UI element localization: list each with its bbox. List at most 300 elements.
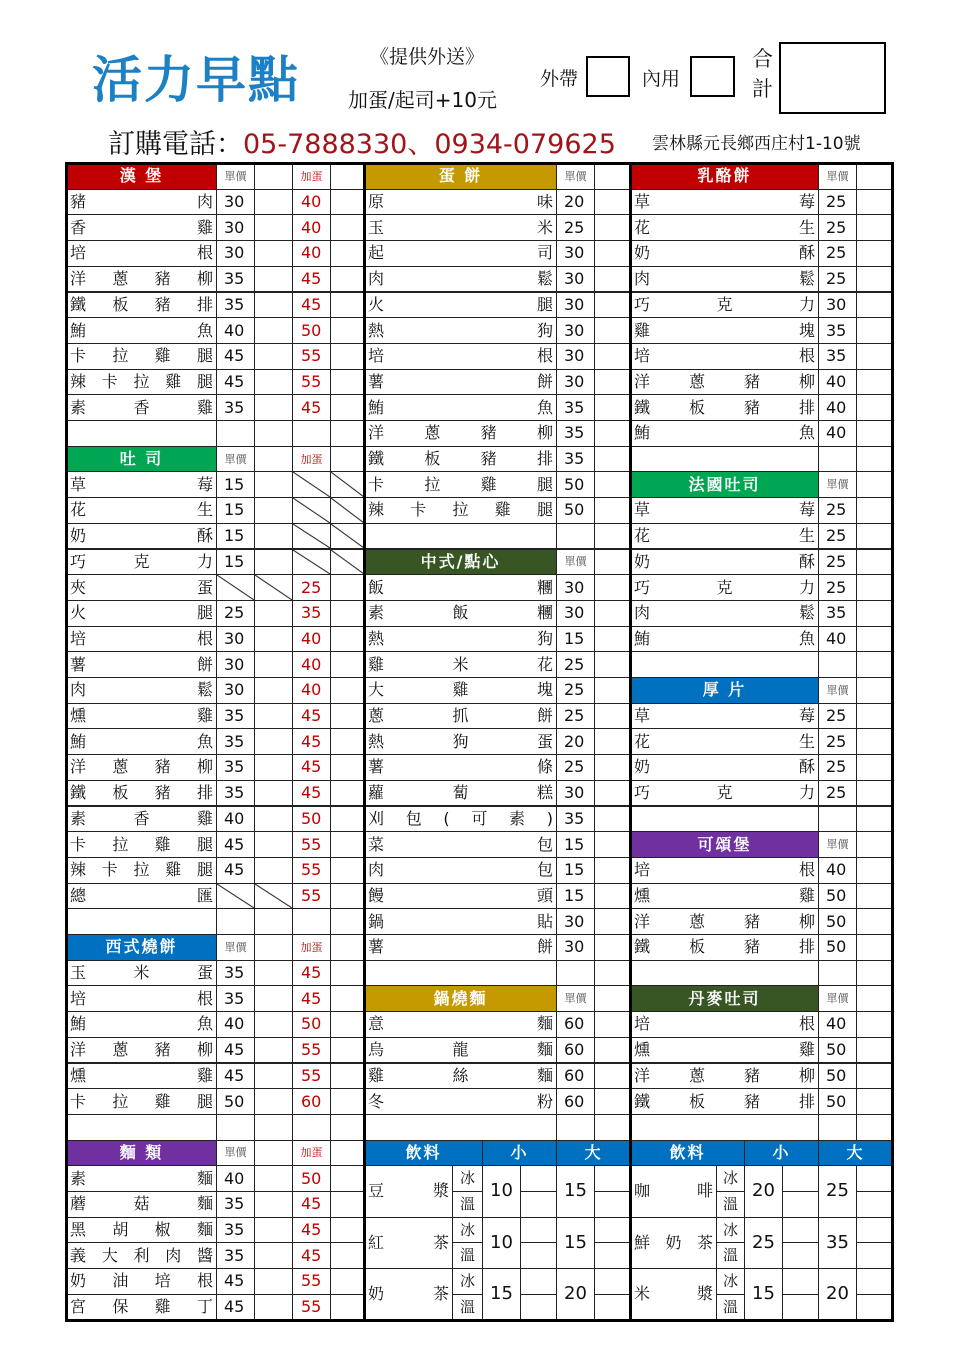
egg-qty-cell[interactable] [330,780,365,807]
blank-cell[interactable] [330,1114,365,1141]
qty-cell[interactable] [254,394,293,421]
egg-qty-cell[interactable] [330,1294,365,1321]
warm-option[interactable] [452,1191,483,1218]
qty-cell[interactable] [594,214,631,241]
blank-cell[interactable] [66,420,217,447]
large-warm-qty[interactable] [856,1242,893,1269]
blank-cell[interactable] [856,1114,893,1141]
blank-cell[interactable] [818,960,857,987]
qty-cell[interactable] [856,1088,893,1115]
qty-cell[interactable] [594,163,631,190]
blank-cell[interactable] [856,960,893,987]
blank-cell[interactable] [594,1114,631,1141]
qty-cell[interactable] [254,1011,293,1038]
large-ice-qty[interactable] [856,1165,893,1192]
menu-item-price [216,471,255,498]
qty-cell[interactable] [856,703,893,730]
menu-item-egg-price [292,1165,331,1192]
large-warm-qty[interactable] [594,1191,631,1218]
qty-cell[interactable] [254,600,293,627]
blank-cell[interactable] [818,1114,857,1141]
qty-cell[interactable] [594,394,631,421]
menu-item-price [818,317,857,344]
egg-qty-cell[interactable] [330,1165,365,1192]
blank-cell[interactable] [856,651,893,678]
blank-cell[interactable] [856,446,893,473]
blank-cell[interactable] [254,446,293,473]
egg-qty-cell[interactable] [330,1191,365,1218]
qty-cell[interactable] [856,1037,893,1064]
qty-cell[interactable] [594,600,631,627]
menu-item-price [556,317,595,344]
qty-cell[interactable] [594,754,631,781]
qty-cell[interactable] [254,1165,293,1192]
qty-cell[interactable] [594,369,631,396]
large-warm-qty[interactable] [594,1242,631,1269]
egg-qty-cell[interactable] [330,1242,365,1269]
menu-item-name-text: 蘿蔔糕 [368,783,553,803]
qty-cell[interactable] [594,240,631,267]
small-warm-qty[interactable] [520,1191,557,1218]
blank-cell[interactable] [254,163,293,190]
small-warm-qty[interactable] [782,1294,819,1321]
qty-cell[interactable] [254,780,293,807]
large-warm-qty[interactable] [856,1191,893,1218]
drink-large-price [556,1217,595,1269]
qty-cell[interactable] [856,677,893,704]
qty-cell[interactable] [856,497,893,524]
egg-qty-cell[interactable] [330,985,365,1012]
egg-qty-cell[interactable] [330,883,365,910]
large-ice-qty[interactable] [594,1217,631,1244]
blank-cell[interactable] [818,651,857,678]
large-ice-qty[interactable] [594,1268,631,1295]
qty-cell[interactable] [254,1268,293,1295]
qty-cell[interactable] [254,369,293,396]
menu-item-price [818,266,857,293]
menu-item-price-text: 35 [224,731,245,751]
qty-cell[interactable] [856,523,893,550]
qty-cell[interactable] [856,317,893,344]
qty-cell[interactable] [856,754,893,781]
qty-cell[interactable] [594,806,631,833]
egg-qty-cell[interactable] [330,600,365,627]
menu-item-price-text: 40 [224,808,245,828]
menu-item-name-text: 夾蛋 [70,577,213,597]
warm-option[interactable] [452,1294,483,1321]
qty-cell[interactable] [594,497,631,524]
egg-qty-cell[interactable] [330,343,365,370]
blank-cell[interactable] [556,1114,595,1141]
menu-item-name-text: 薯餅 [368,937,553,957]
drink-name-text: 米漿 [634,1284,713,1304]
menu-item-price [556,1088,595,1115]
menu-item-price [818,497,857,524]
blank-cell[interactable] [254,908,293,935]
egg-qty-cell[interactable] [330,728,365,755]
menu-item-name-text: 燻雞 [70,1065,213,1085]
menu-item-name-text: 培根 [634,346,815,366]
small-ice-qty[interactable] [520,1165,557,1192]
qty-cell[interactable] [856,369,893,396]
qty-cell[interactable] [594,292,631,319]
qty-cell[interactable] [254,857,293,884]
menu-item-egg-price-text: 45 [301,294,322,314]
qty-cell[interactable] [856,420,893,447]
egg-qty-cell[interactable] [330,703,365,730]
egg-qty-cell[interactable] [330,677,365,704]
small-warm-qty[interactable] [782,1191,819,1218]
blank-cell[interactable] [292,1114,331,1141]
qty-cell[interactable] [594,420,631,447]
qty-cell[interactable] [254,317,293,344]
menu-item-price [216,806,255,833]
qty-cell[interactable] [254,831,293,858]
egg-qty-cell[interactable] [330,831,365,858]
menu-item-price-text: 25 [826,783,847,803]
menu-item-egg-price [292,317,331,344]
menu-item-name [364,1088,557,1115]
section-header-text: 丹麥吐司 [688,988,761,1008]
warm-option[interactable] [716,1191,745,1218]
price-label [556,985,595,1012]
menu-item-price-text: 25 [564,217,585,237]
large-warm-qty[interactable] [594,1294,631,1321]
menu-item-name [630,1088,819,1115]
large-header-text: 大 [846,1142,865,1162]
blank-cell[interactable] [330,908,365,935]
menu-item-egg-price-text: 40 [301,243,322,263]
price-label [216,934,255,961]
egg-qty-cell[interactable] [330,574,365,601]
small-ice-qty[interactable] [520,1268,557,1295]
qty-cell[interactable] [856,471,893,498]
qty-cell[interactable] [856,883,893,910]
blank-cell[interactable] [364,1114,557,1141]
qty-cell[interactable] [856,934,893,961]
qty-cell[interactable] [594,934,631,961]
menu-item-name [364,189,557,216]
blank-cell[interactable] [292,908,331,935]
qty-cell[interactable] [594,266,631,293]
qty-cell[interactable] [594,1011,631,1038]
qty-cell[interactable] [254,343,293,370]
qty-cell[interactable] [254,1037,293,1064]
menu-item-name [364,292,557,319]
price-label-text: 單價 [564,555,587,569]
qty-cell[interactable] [594,343,631,370]
small-warm-qty[interactable] [520,1294,557,1321]
qty-cell[interactable] [856,549,893,576]
blank-cell[interactable] [66,908,217,935]
large-ice-qty[interactable] [594,1165,631,1192]
blank-cell[interactable] [292,420,331,447]
small-ice-qty[interactable] [782,1217,819,1244]
qty-cell[interactable] [254,189,293,216]
blank-cell[interactable] [818,446,857,473]
qty-cell[interactable] [254,1217,293,1244]
qty-cell[interactable] [856,857,893,884]
menu-item-name [66,651,217,678]
takeout-checkbox[interactable] [586,56,630,97]
qty-cell[interactable] [254,549,293,576]
qty-cell[interactable] [254,677,293,704]
warm-option-text: 溫 [722,1194,738,1213]
total-field[interactable] [779,42,886,114]
qty-cell[interactable] [254,626,293,653]
blank-cell[interactable] [330,446,365,473]
blank-cell[interactable] [330,1140,365,1167]
menu-item-price [216,703,255,730]
qty-cell[interactable] [856,240,893,267]
menu-item-price [216,369,255,396]
large-ice-qty[interactable] [856,1268,893,1295]
egg-qty-cell[interactable] [330,1088,365,1115]
ice-option[interactable] [452,1268,483,1295]
menu-item-egg-price-text: 55 [301,1271,322,1291]
drink-name-text: 豆漿 [368,1181,449,1201]
menu-item-price [216,754,255,781]
qty-cell[interactable] [254,1294,293,1321]
blank-cell[interactable] [254,420,293,447]
blank-cell[interactable] [216,420,255,447]
blank-cell[interactable] [254,1140,293,1167]
menu-item-name [66,1268,217,1295]
qty-cell[interactable] [856,574,893,601]
menu-item-name-text: 草莓 [634,706,815,726]
menu-item-price [216,1217,255,1244]
blank-cell[interactable] [556,523,595,550]
egg-qty-cell[interactable] [330,754,365,781]
qty-cell[interactable] [254,985,293,1012]
blank-cell[interactable] [594,960,631,987]
menu-item-name-text: 鍋貼 [368,911,553,931]
blank-cell[interactable] [330,420,365,447]
large-warm-qty[interactable] [856,1294,893,1321]
ice-option[interactable] [452,1165,483,1192]
qty-cell[interactable] [254,806,293,833]
qty-cell[interactable] [594,1063,631,1090]
menu-item-name [364,677,557,704]
qty-cell[interactable] [254,471,293,498]
small-ice-qty[interactable] [520,1217,557,1244]
qty-cell[interactable] [856,831,893,858]
menu-item-price [556,189,595,216]
qty-cell[interactable] [594,883,631,910]
qty-cell[interactable] [594,857,631,884]
menu-item-egg-price [292,240,331,267]
price-na [216,883,255,910]
egg-qty-cell[interactable] [330,292,365,319]
qty-cell[interactable] [856,189,893,216]
menu-item-price-text: 25 [826,526,847,546]
qty-cell[interactable] [856,394,893,421]
egg-qty-cell[interactable] [330,960,365,987]
qty-cell[interactable] [856,163,893,190]
blank-cell[interactable] [254,1114,293,1141]
qty-cell[interactable] [856,626,893,653]
blank-cell[interactable] [630,651,819,678]
price-label-text: 單價 [564,992,587,1006]
ice-option[interactable] [452,1217,483,1244]
warm-option[interactable] [716,1294,745,1321]
qty-cell[interactable] [254,1191,293,1218]
menu-item-price-text: 35 [224,963,245,983]
qty-cell[interactable] [856,908,893,935]
qty-cell[interactable] [254,728,293,755]
qty-cell[interactable] [594,471,631,498]
small-warm-qty[interactable] [782,1242,819,1269]
blank-cell[interactable] [856,806,893,833]
section-header-text: 麵 類 [119,1142,164,1162]
menu-item-name [66,780,217,807]
qty-cell[interactable] [594,574,631,601]
menu-item-name-text: 宮保雞丁 [70,1297,213,1317]
egg-qty-cell[interactable] [330,189,365,216]
qty-cell[interactable] [856,266,893,293]
qty-cell[interactable] [254,266,293,293]
qty-cell[interactable] [856,292,893,319]
large-header [556,1140,631,1167]
blank-cell[interactable] [594,523,631,550]
section-header [630,985,819,1012]
qty-cell[interactable] [594,626,631,653]
blank-cell[interactable] [630,806,819,833]
egg-qty-cell[interactable] [330,1063,365,1090]
blank-cell[interactable] [330,934,365,961]
egg-qty-cell[interactable] [330,240,365,267]
menu-item-price-text: 35 [564,449,585,469]
egg-qty-cell[interactable] [330,651,365,678]
blank-cell[interactable] [254,934,293,961]
menu-item-price-text: 40 [826,628,847,648]
menu-item-name [364,1037,557,1064]
qty-cell[interactable] [594,908,631,935]
egg-qty-cell[interactable] [330,1217,365,1244]
large-ice-qty[interactable] [856,1217,893,1244]
menu-item-name-text: 花生 [70,500,213,520]
egg-qty-cell[interactable] [330,214,365,241]
menu-item-name-text: 洋蔥豬柳 [634,1065,815,1085]
blank-cell[interactable] [66,1114,217,1141]
qty-cell[interactable] [254,1242,293,1269]
menu-item-price-text: 25 [826,192,847,212]
menu-item-name [630,189,819,216]
qty-cell[interactable] [856,985,893,1012]
qty-cell[interactable] [254,960,293,987]
qty-cell[interactable] [594,446,631,473]
blank-cell[interactable] [216,908,255,935]
qty-cell[interactable] [254,292,293,319]
ice-option[interactable] [716,1268,745,1295]
menu-item-name [66,1191,217,1218]
qty-cell[interactable] [254,703,293,730]
qty-cell[interactable] [254,240,293,267]
egg-qty-cell[interactable] [330,1037,365,1064]
egg-qty-cell[interactable] [330,806,365,833]
qty-cell[interactable] [254,651,293,678]
menu-item-egg-price [292,394,331,421]
qty-cell[interactable] [856,214,893,241]
blank-cell[interactable] [364,960,557,987]
qty-cell[interactable] [856,780,893,807]
qty-cell[interactable] [594,985,631,1012]
ice-option[interactable] [716,1165,745,1192]
qty-cell[interactable] [594,728,631,755]
menu-item-name-text: 意麵 [368,1014,553,1034]
menu-item-egg-price-text: 40 [301,192,322,212]
blank-cell[interactable] [818,806,857,833]
qty-cell[interactable] [856,343,893,370]
qty-cell[interactable] [594,1088,631,1115]
qty-cell[interactable] [594,703,631,730]
qty-cell[interactable] [254,754,293,781]
qty-cell[interactable] [254,497,293,524]
qty-cell[interactable] [594,189,631,216]
warm-option[interactable] [452,1242,483,1269]
menu-item-egg-price [292,1088,331,1115]
egg-qty-cell[interactable] [330,317,365,344]
blank-cell[interactable] [216,1114,255,1141]
menu-item-egg-price-text: 45 [301,783,322,803]
egg-qty-cell[interactable] [330,1011,365,1038]
warm-option[interactable] [716,1242,745,1269]
egg-qty-cell[interactable] [330,626,365,653]
menu-item-egg-price-text: 55 [301,1040,322,1060]
small-ice-qty[interactable] [782,1165,819,1192]
menu-item-price [818,600,857,627]
qty-cell[interactable] [856,1063,893,1090]
blank-cell[interactable] [330,163,365,190]
qty-cell[interactable] [594,317,631,344]
blank-cell[interactable] [630,446,819,473]
egg-qty-cell[interactable] [330,1268,365,1295]
small-ice-qty[interactable] [782,1268,819,1295]
egg-qty-cell[interactable] [330,394,365,421]
ice-option[interactable] [716,1217,745,1244]
qty-cell[interactable] [254,1063,293,1090]
menu-item-name [66,549,217,576]
qty-cell[interactable] [856,600,893,627]
blank-cell[interactable] [630,960,819,987]
qty-cell[interactable] [254,214,293,241]
qty-cell[interactable] [594,651,631,678]
qty-cell[interactable] [594,780,631,807]
price-label [216,163,255,190]
qty-cell[interactable] [594,549,631,576]
blank-cell[interactable] [556,960,595,987]
egg-label-text: 加蛋 [300,940,323,954]
small-warm-qty[interactable] [520,1242,557,1269]
qty-cell[interactable] [594,1037,631,1064]
egg-qty-cell[interactable] [330,857,365,884]
qty-cell[interactable] [856,728,893,755]
blank-cell[interactable] [364,523,557,550]
qty-cell[interactable] [254,1088,293,1115]
menu-item-price [818,780,857,807]
qty-cell[interactable] [594,677,631,704]
egg-qty-cell[interactable] [330,266,365,293]
dinein-checkbox[interactable] [690,56,735,97]
section-header [630,471,819,498]
qty-cell[interactable] [254,523,293,550]
menu-item-name [630,343,819,370]
drink-small-price-text: 15 [490,1283,513,1305]
blank-cell[interactable] [630,1114,819,1141]
egg-qty-cell[interactable] [330,369,365,396]
qty-cell[interactable] [856,1011,893,1038]
qty-cell[interactable] [594,831,631,858]
